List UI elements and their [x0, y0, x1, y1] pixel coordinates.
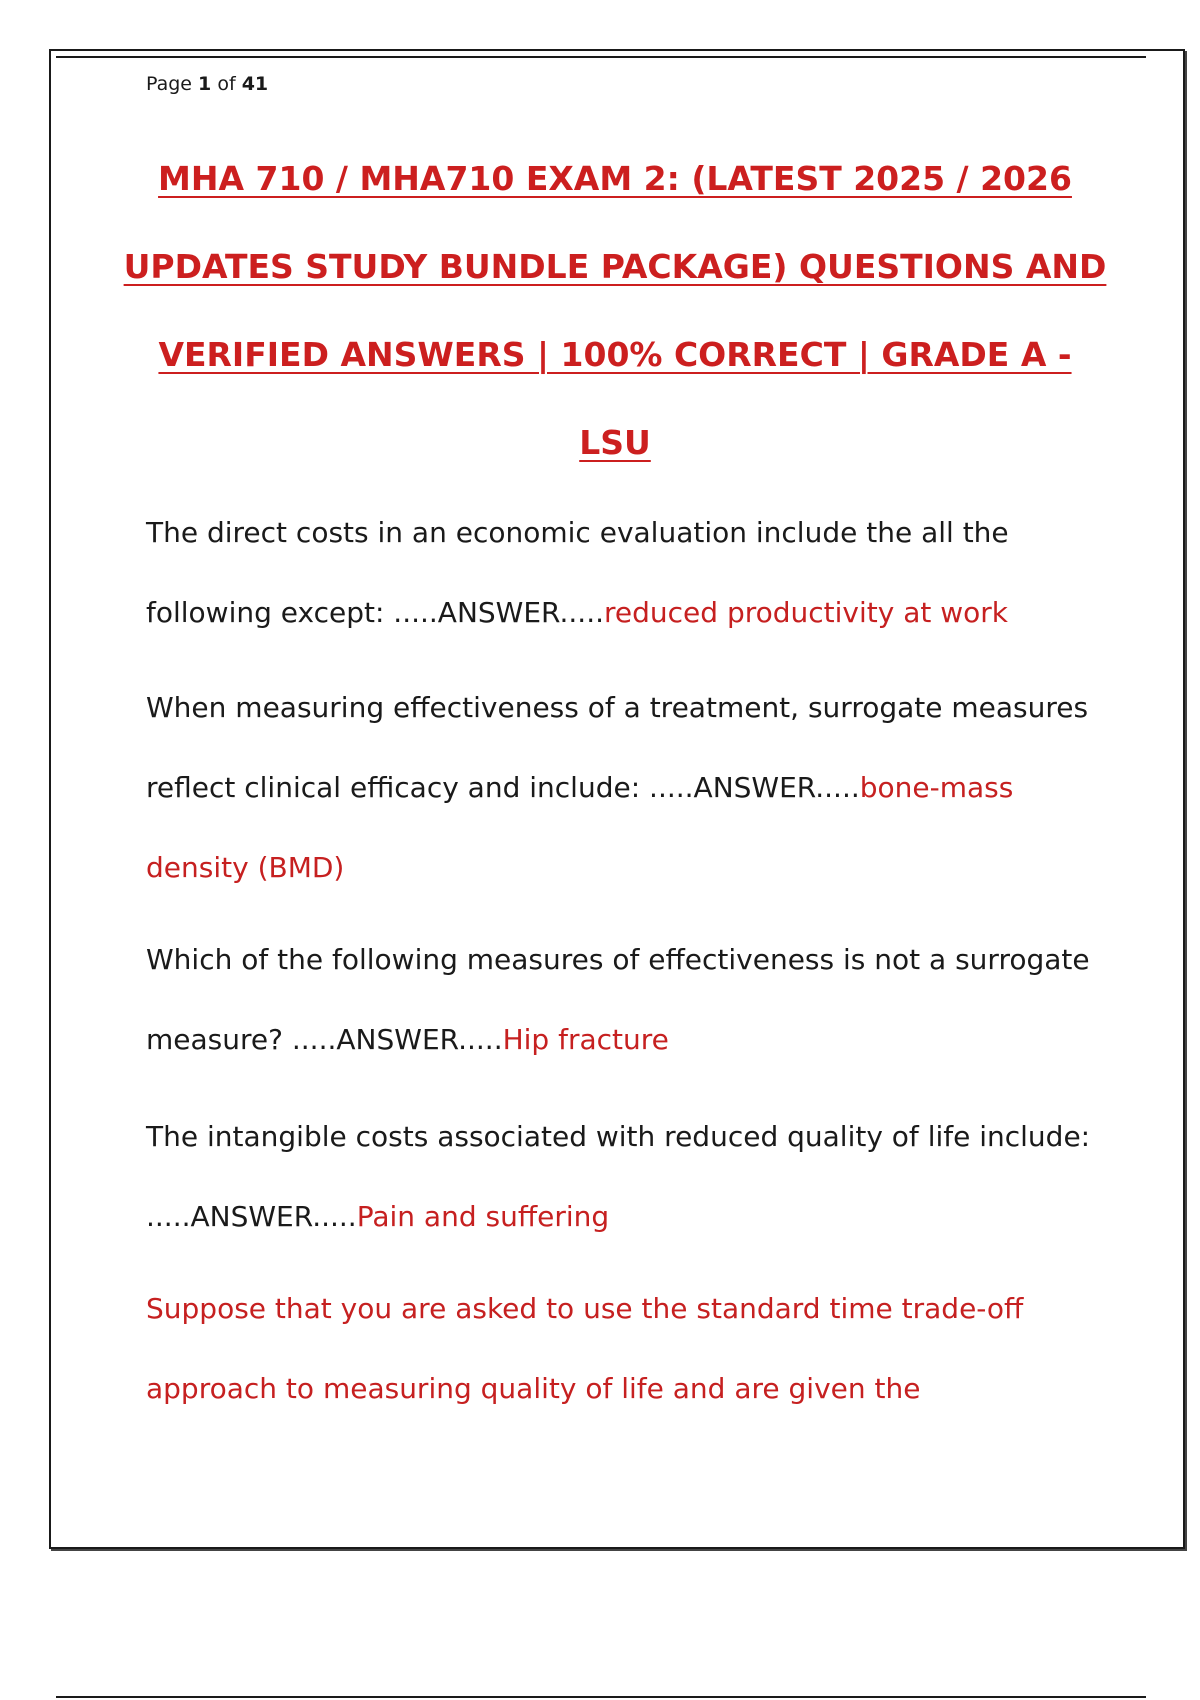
- answer-text: bone-mass density (BMD): [146, 771, 1014, 884]
- qa-item-2: [146, 668, 1106, 908]
- document-title: MHA 710 / MHA710 EXAM 2: (LATEST 2025 / 2026 UPDATES STUDY BUNDLE PACKAGE) QUESTIONS AND VERIFIED ANSWERS | 100% CORRECT | GRADE A - LSU: [123, 159, 1107, 462]
- question-text: The intangible costs associated with reduced quality of life include: .....ANSWER.....: [146, 1120, 1091, 1233]
- question-text: Suppose that you are asked to use the standard time trade-off approach to measuring quality of life and are given the: [146, 1292, 1024, 1405]
- page-counter: [146, 73, 268, 95]
- page-current: 1: [198, 73, 212, 95]
- qa-item-3: [146, 920, 1106, 1080]
- question-text: Which of the following measures of effectiveness is not a surrogate measure? .....ANSWER.....: [146, 943, 1090, 1056]
- qa-item-4: [146, 1097, 1106, 1257]
- page-total: 41: [241, 73, 269, 95]
- question-text: When measuring effectiveness of a treatment, surrogate measures reflect clinical efficacy and include: .....ANSWER.....: [146, 691, 1089, 804]
- qa-item-5: [146, 1269, 1106, 1429]
- answer-text: Pain and suffering: [356, 1200, 610, 1233]
- page-counter-separator: of: [211, 73, 242, 95]
- answer-text: Hip fracture: [502, 1023, 669, 1056]
- page-counter-prefix: Page: [146, 73, 199, 95]
- qa-item-1: [146, 493, 1106, 653]
- bottom-rule: [56, 1696, 1146, 1698]
- answer-text: reduced productivity at work: [604, 596, 1009, 629]
- top-rule: [56, 56, 1146, 58]
- question-text: The direct costs in an economic evaluation include the all the following except: .....ANSWER.....: [146, 516, 1009, 629]
